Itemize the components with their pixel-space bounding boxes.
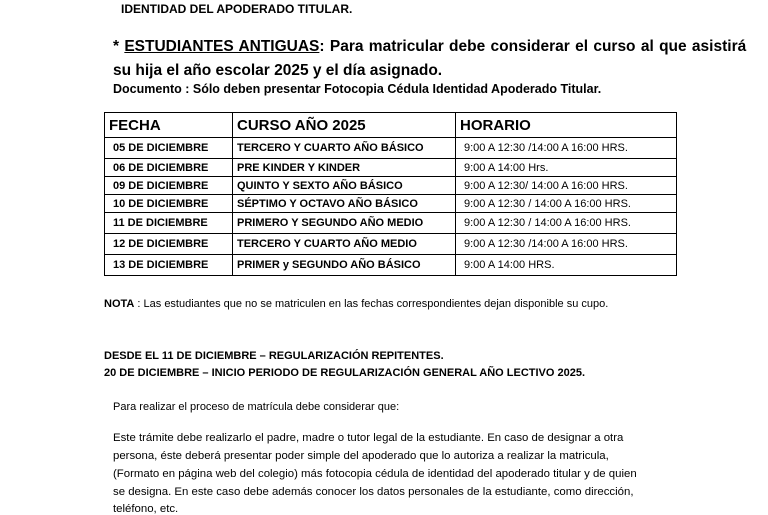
course-cell: SÉPTIMO Y OCTAVO AÑO BÁSICO	[233, 195, 456, 213]
repeaters-regularization-line: DESDE EL 11 DE DICIEMBRE – REGULARIZACIÓN REPITENTES.	[104, 350, 444, 362]
note-label: NOTA	[104, 298, 135, 310]
document-line	[113, 82, 601, 96]
header-fecha: FECHA	[105, 113, 233, 138]
paragraph-line: Este trámite debe realizarlo el padre, madre o tutor legal de la estudiante. En caso de designar a otra	[113, 432, 624, 444]
schedule-cell: 9:00 A 12:30 / 14:00 A 16:00 HRS.	[456, 195, 677, 213]
document-label: Documento :	[113, 82, 190, 96]
paragraph-line: persona, éste deberá presentar poder simple del apoderado que lo autoriza a realizar la matricula,	[113, 450, 609, 462]
general-regularization-line: 20 DE DICIEMBRE – INICIO PERIODO DE REGULARIZACIÓN GENERAL AÑO LECTIVO 2025.	[104, 367, 586, 379]
schedule-cell: 9:00 A 12:30 /14:00 A 16:00 HRS.	[456, 234, 677, 255]
schedule-cell: 9:00 A 12:30/ 14:00 A 16:00 HRS.	[456, 177, 677, 195]
date-cell: 11 DE DICIEMBRE	[105, 213, 233, 234]
date-cell: 10 DE DICIEMBRE	[105, 195, 233, 213]
bullet-marker: *	[113, 38, 125, 55]
table-row	[105, 138, 677, 159]
paragraph-line: se designa. En este caso debe además conocer los datos personales de la estudiante, como dirección,	[113, 486, 634, 498]
note-text: : Las estudiantes que no se matriculen en las fechas correspondientes dejan disponible su cupo.	[134, 298, 609, 310]
table-row	[105, 195, 677, 213]
schedule-cell: 9:00 A 14:00 HRS.	[456, 255, 677, 276]
schedule-table	[104, 112, 677, 276]
date-cell: 05 DE DICIEMBRE	[105, 138, 233, 159]
document-text: Sólo deben presentar Fotocopia Cédula Identidad Apoderado Titular.	[189, 82, 602, 96]
table-row	[105, 159, 677, 177]
schedule-cell: 9:00 A 12:30 /14:00 A 16:00 HRS.	[456, 138, 677, 159]
table-row	[105, 234, 677, 255]
header-curso: CURSO AÑO 2025	[233, 113, 456, 138]
intro-line-1	[113, 38, 746, 56]
table-row	[105, 177, 677, 195]
date-cell: 06 DE DICIEMBRE	[105, 159, 233, 177]
process-intro-line: Para realizar el proceso de matrícula debe considerar que:	[113, 401, 400, 413]
course-cell: TERCERO Y CUARTO AÑO MEDIO	[233, 234, 456, 255]
schedule-cell: 9:00 A 12:30 / 14:00 A 16:00 HRS.	[456, 213, 677, 234]
course-cell: PRIMER y SEGUNDO AÑO BÁSICO	[233, 255, 456, 276]
top-line-text: IDENTIDAD DEL APODERADO TITULAR.	[121, 2, 353, 16]
intro-line-1-rest: Para matricular debe considerar el curso al que asistirá	[324, 38, 747, 55]
date-cell: 12 DE DICIEMBRE	[105, 234, 233, 255]
table-row	[105, 255, 677, 276]
date-cell: 09 DE DICIEMBRE	[105, 177, 233, 195]
schedule-cell: 9:00 A 14:00 Hrs.	[456, 159, 677, 177]
paragraph-line: (Formato en página web del colegio) más fotocopia cédula de identidad del apoderado titular y de quien	[113, 468, 637, 480]
intro-line-2: su hija el año escolar 2025 y el día asignado.	[113, 62, 443, 79]
course-cell: TERCERO Y CUARTO AÑO BÁSICO	[233, 138, 456, 159]
course-cell: QUINTO Y SEXTO AÑO BÁSICO	[233, 177, 456, 195]
section-heading: ESTUDIANTES ANTIGUAS	[124, 38, 320, 55]
note-line	[104, 298, 608, 310]
paragraph-line: teléfono, etc.	[113, 503, 179, 515]
heading-colon: :	[319, 38, 325, 55]
course-cell: PRE KINDER Y KINDER	[233, 159, 456, 177]
table-row	[105, 213, 677, 234]
header-horario: HORARIO	[456, 113, 677, 138]
course-cell: PRIMERO Y SEGUNDO AÑO MEDIO	[233, 213, 456, 234]
table-header-row	[105, 113, 677, 138]
date-cell: 13 DE DICIEMBRE	[105, 255, 233, 276]
